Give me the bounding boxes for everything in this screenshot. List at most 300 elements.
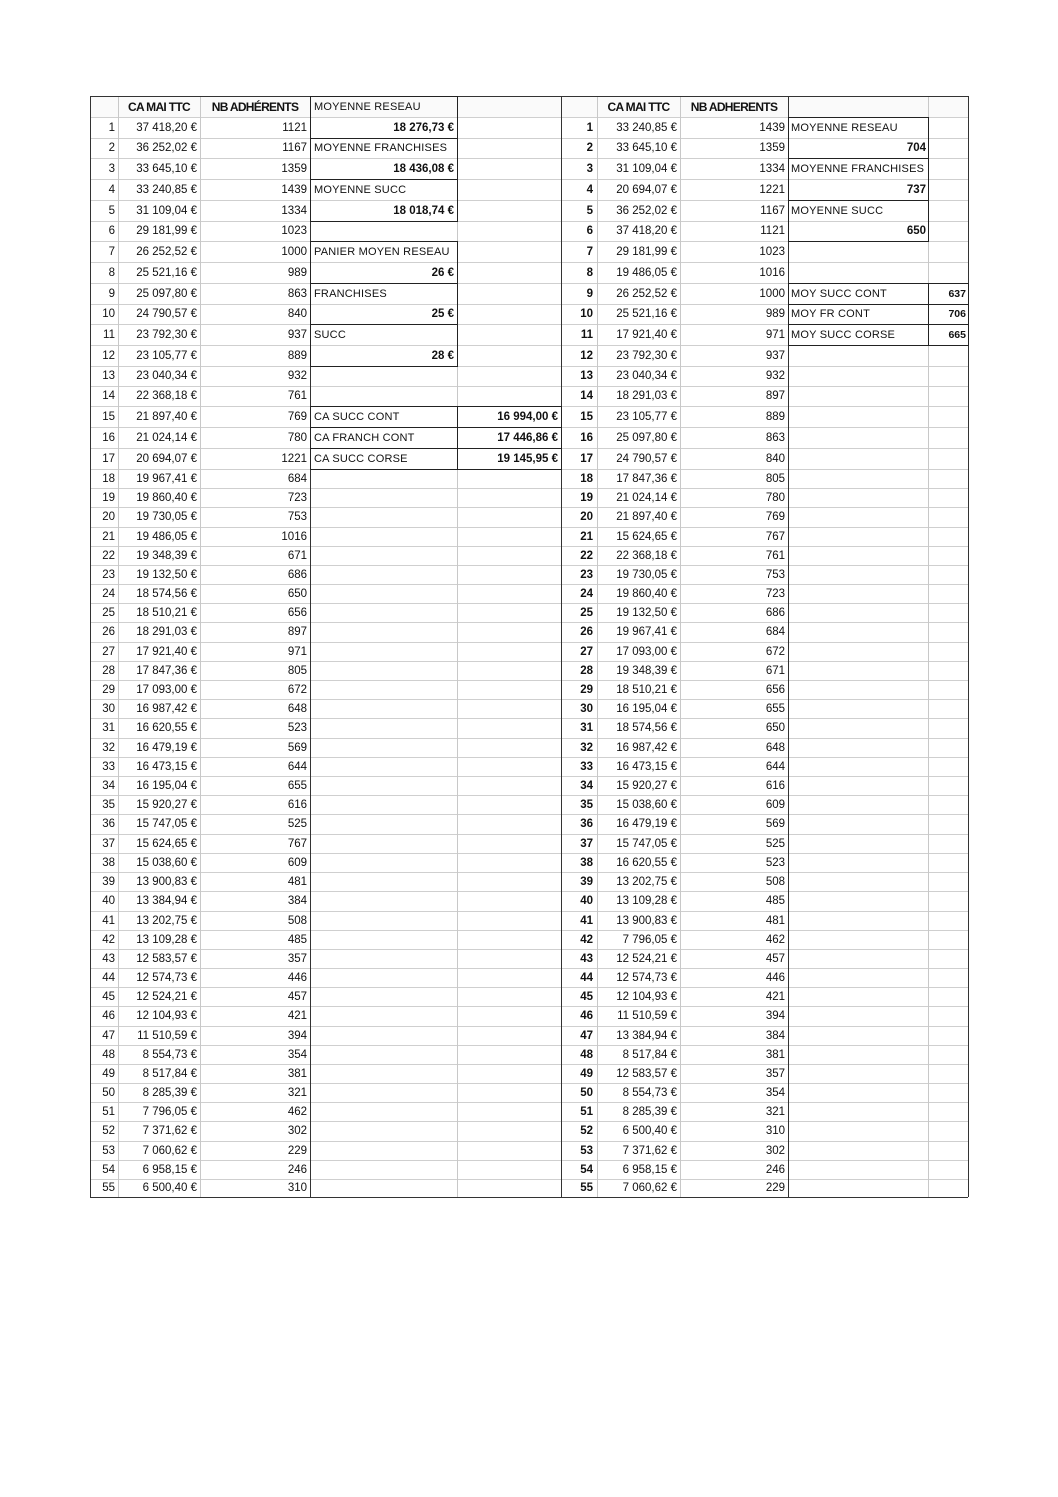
right-summary-value: 704 <box>906 142 926 154</box>
ca-total-label: CA SUCC CORSE <box>314 452 408 465</box>
right-adherents-value: 1121 <box>760 225 785 237</box>
left-row-index: 40 <box>102 895 115 907</box>
left-adherents-value: 780 <box>287 431 307 444</box>
right-row-index: 18 <box>580 472 593 485</box>
gridline-horizontal <box>90 718 968 719</box>
gridline-horizontal <box>90 891 968 892</box>
left-adherents-value: 609 <box>287 856 307 869</box>
summary-label: PANIER MOYEN RESEAU <box>314 245 450 258</box>
left-ca-value: 8 517,84 € <box>142 1067 197 1080</box>
left-row-index: 12 <box>102 349 115 362</box>
right-ca-value: 12 524,21 € <box>616 952 677 965</box>
right-adherents-value: 767 <box>765 530 785 543</box>
left-ca-value: 25 521,16 € <box>136 266 197 279</box>
right-row-index: 3 <box>586 162 593 175</box>
right-row-index: 54 <box>580 1163 593 1176</box>
right-adherents-value: 1023 <box>759 245 785 258</box>
left-adherents-value: 421 <box>287 1010 307 1022</box>
left-adherents-value: 381 <box>287 1067 307 1080</box>
right-adherents-value: 421 <box>765 990 785 1003</box>
left-row-index: 33 <box>102 760 115 773</box>
right-row-index: 4 <box>586 183 593 196</box>
right-row-index: 32 <box>580 741 593 754</box>
left-row-index: 9 <box>108 287 115 300</box>
gridline-horizontal <box>90 1102 968 1103</box>
right-row-index: 1 <box>586 121 593 134</box>
right-adherents-value: 1439 <box>759 121 785 134</box>
left-row-index: 1 <box>108 121 115 134</box>
left-adherents-value: 525 <box>287 818 307 830</box>
right-ca-value: 23 105,77 € <box>616 410 677 423</box>
gridline-horizontal <box>90 1121 968 1122</box>
right-adherents-value: 1000 <box>759 287 785 300</box>
left-row-index: 46 <box>102 1010 115 1022</box>
right-row-index: 46 <box>580 1010 593 1022</box>
right-adherents-value: 246 <box>765 1163 785 1176</box>
right-row-index: 49 <box>580 1067 593 1080</box>
gridline-horizontal <box>90 699 968 700</box>
gridline-horizontal <box>90 987 968 988</box>
right-ca-value: 19 348,39 € <box>616 664 677 677</box>
right-ca-value: 12 104,93 € <box>616 990 677 1003</box>
left-adherents-value: 485 <box>287 933 307 946</box>
left-adherents-value: 989 <box>287 266 307 279</box>
left-adherents-value: 508 <box>287 914 307 927</box>
right-row-index: 39 <box>580 875 593 888</box>
left-ca-value: 6 500,40 € <box>142 1182 197 1194</box>
right-adherents-value: 932 <box>765 370 785 382</box>
right-ca-value: 18 510,21 € <box>616 683 677 696</box>
left-row-index: 8 <box>108 266 115 279</box>
left-row-index: 24 <box>102 587 115 600</box>
right-ca-value: 16 195,04 € <box>616 702 677 715</box>
left-ca-value: 18 291,03 € <box>136 626 197 638</box>
left-row-index: 2 <box>108 142 115 154</box>
right-adherents-value: 655 <box>765 702 785 715</box>
gridline-horizontal <box>90 546 968 547</box>
moy-label: MOY FR CONT <box>791 308 870 320</box>
right-ca-value: 33 240,85 € <box>616 121 677 134</box>
left-adherents-value: 644 <box>287 760 307 773</box>
right-row-index: 52 <box>580 1125 593 1137</box>
right-row-index: 42 <box>580 933 593 946</box>
right-ca-value: 16 620,55 € <box>616 856 677 869</box>
right-ca-value: 13 109,28 € <box>616 895 677 907</box>
right-adherents-value: 686 <box>765 606 785 619</box>
right-row-index: 30 <box>580 702 593 715</box>
gridline-vertical <box>928 96 929 1197</box>
right-ca-value: 15 920,27 € <box>616 779 677 792</box>
left-ca-value: 13 900,83 € <box>136 875 197 888</box>
ca-total-value: 16 994,00 € <box>497 410 558 423</box>
right-ca-value: 12 574,73 € <box>616 971 677 984</box>
summary-label: FRANCHISES <box>314 287 387 300</box>
right-row-index: 38 <box>580 856 593 869</box>
left-adherents-value: 805 <box>287 664 307 677</box>
left-adherents-value: 889 <box>287 349 307 362</box>
right-row-index: 50 <box>580 1086 593 1099</box>
left-ca-value: 19 348,39 € <box>136 549 197 562</box>
summary-label: SUCC <box>314 328 346 341</box>
right-ca-value: 17 847,36 € <box>616 472 677 485</box>
left-ca-value: 31 109,04 € <box>136 204 197 217</box>
right-ca-value: 19 730,05 € <box>616 568 677 581</box>
right-ca-value: 7 060,62 € <box>622 1182 677 1194</box>
right-adherents-value: 616 <box>765 779 785 792</box>
left-ca-value: 7 371,62 € <box>142 1125 197 1137</box>
gridline-horizontal <box>90 911 968 912</box>
left-row-index: 22 <box>102 549 115 562</box>
left-ca-value: 12 104,93 € <box>136 1010 197 1022</box>
left-ca-value: 6 958,15 € <box>142 1163 197 1176</box>
left-ca-value: 22 368,18 € <box>136 390 197 402</box>
right-ca-value: 19 132,50 € <box>616 606 677 619</box>
left-ca-value: 16 479,19 € <box>136 741 197 754</box>
gridline-horizontal <box>90 872 968 873</box>
left-row-index: 36 <box>102 818 115 830</box>
left-row-index: 31 <box>102 722 115 734</box>
right-ca-value: 17 093,00 € <box>616 645 677 658</box>
right-adherents-value: 1334 <box>759 162 785 175</box>
left-row-index: 11 <box>103 328 115 341</box>
right-summary-value: 650 <box>906 225 926 237</box>
gridline-horizontal <box>90 527 968 528</box>
gridline-horizontal <box>90 814 968 815</box>
left-adherents-value: 863 <box>287 287 307 300</box>
left-row-index: 34 <box>102 779 115 792</box>
right-adherents-value: 321 <box>765 1105 785 1118</box>
left-adherents-value: 616 <box>287 798 307 811</box>
summary-label: MOYENNE SUCC <box>314 183 407 196</box>
gridline-horizontal <box>90 565 968 566</box>
left-row-index: 25 <box>102 606 115 619</box>
right-ca-value: 15 038,60 € <box>616 798 677 811</box>
left-ca-value: 17 921,40 € <box>136 645 197 658</box>
right-ca-value: 21 897,40 € <box>616 511 677 523</box>
left-ca-value: 36 252,02 € <box>136 142 197 154</box>
left-ca-value: 19 132,50 € <box>136 568 197 581</box>
left-row-index: 51 <box>102 1105 115 1118</box>
left-row-index: 30 <box>102 702 115 715</box>
left-row-index: 44 <box>102 971 115 984</box>
gridline-vertical <box>788 96 789 1197</box>
right-ca-value: 13 900,83 € <box>616 914 677 927</box>
left-adherents-value: 1016 <box>281 530 307 543</box>
right-adherents-value: 840 <box>765 452 785 465</box>
left-adherents-value: 229 <box>287 1144 307 1157</box>
summary-value: 18 436,08 € <box>393 162 454 175</box>
left-adherents-value: 1334 <box>281 204 307 217</box>
left-ca-value: 12 524,21 € <box>136 990 197 1003</box>
left-row-index: 16 <box>102 431 115 444</box>
left-ca-value: 15 624,65 € <box>136 837 197 850</box>
left-row-index: 47 <box>102 1029 115 1042</box>
left-ca-value: 17 847,36 € <box>136 664 197 677</box>
left-ca-value: 13 109,28 € <box>136 933 197 946</box>
right-adherents-value: 229 <box>765 1182 785 1194</box>
left-adherents-value: 446 <box>287 971 307 984</box>
left-ca-value: 7 060,62 € <box>142 1144 197 1157</box>
left-adherents-value: 648 <box>287 702 307 715</box>
moy-value: 665 <box>948 328 966 341</box>
right-ca-value: 8 517,84 € <box>622 1048 677 1061</box>
moy-label: MOY SUCC CORSE <box>791 328 896 341</box>
left-adherents-value: 569 <box>287 741 307 754</box>
left-adherents-value: 1121 <box>282 121 307 134</box>
left-row-index: 23 <box>102 568 115 581</box>
left-ca-value: 21 897,40 € <box>136 410 197 423</box>
moy-label: MOY SUCC CONT <box>791 287 887 300</box>
gridline-horizontal <box>90 603 968 604</box>
left-adherents-value: 656 <box>287 606 307 619</box>
right-row-index: 55 <box>580 1182 593 1194</box>
right-ca-value: 16 987,42 € <box>616 741 677 754</box>
gridline-horizontal <box>90 680 968 681</box>
gridline-horizontal <box>90 1179 968 1180</box>
left-row-index: 50 <box>102 1086 115 1099</box>
right-row-index: 26 <box>580 626 593 638</box>
left-row-index: 5 <box>108 204 115 217</box>
left-adherents-value: 246 <box>287 1163 307 1176</box>
right-summary-value: 737 <box>906 183 926 196</box>
right-adherents-value: 1359 <box>759 142 785 154</box>
right-adherents-value: 753 <box>765 568 785 581</box>
left-row-index: 20 <box>102 511 115 523</box>
left-adherents-value: 753 <box>287 511 307 523</box>
left-ca-value: 19 967,41 € <box>136 472 197 485</box>
left-adherents-value: 723 <box>287 491 307 504</box>
right-adherents-value: 310 <box>765 1125 785 1137</box>
right-adherents-value: 302 <box>765 1144 785 1157</box>
right-ca-value: 6 500,40 € <box>622 1125 677 1137</box>
right-ca-value: 19 860,40 € <box>616 587 677 600</box>
right-row-index: 51 <box>580 1105 593 1118</box>
gridline-horizontal <box>90 386 968 387</box>
right-adherents-value: 723 <box>765 587 785 600</box>
right-row-index: 48 <box>580 1048 593 1061</box>
left-adherents-value: 1167 <box>282 142 307 154</box>
right-ca-value: 11 510,59 € <box>617 1010 677 1022</box>
right-row-index: 15 <box>580 410 593 423</box>
right-row-index: 14 <box>580 390 593 402</box>
gridline-horizontal <box>90 930 968 931</box>
right-adherents-value: 525 <box>765 837 785 850</box>
left-row-index: 26 <box>102 626 115 638</box>
gridline-horizontal <box>90 1045 968 1046</box>
right-adherents-value: 481 <box>765 914 785 927</box>
right-row-index: 29 <box>580 683 593 696</box>
left-ca-value: 13 384,94 € <box>136 895 197 907</box>
right-adherents-value: 609 <box>765 798 785 811</box>
left-ca-value: 26 252,52 € <box>136 245 197 258</box>
left-adherents-value: 394 <box>287 1029 307 1042</box>
right-ca-value: 23 040,34 € <box>616 370 677 382</box>
right-ca-value: 6 958,15 € <box>622 1163 677 1176</box>
right-ca-value: 24 790,57 € <box>616 452 677 465</box>
right-ca-value: 15 747,05 € <box>616 837 677 850</box>
left-row-index: 43 <box>102 952 115 965</box>
left-ca-value: 19 730,05 € <box>136 511 197 523</box>
right-row-index: 43 <box>580 952 593 965</box>
right-ca-value: 22 368,18 € <box>616 549 677 562</box>
gridline-horizontal <box>90 834 968 835</box>
gridline-horizontal <box>90 1160 968 1161</box>
right-row-index: 8 <box>586 266 593 279</box>
right-row-index: 20 <box>580 511 593 523</box>
right-header-nb: NB ADHERENTS <box>690 99 778 114</box>
left-row-index: 13 <box>102 370 115 382</box>
right-adherents-value: 381 <box>765 1048 785 1061</box>
right-ca-value: 16 473,15 € <box>616 760 677 773</box>
left-adherents-value: 1000 <box>281 245 307 258</box>
right-row-index: 28 <box>580 664 593 677</box>
left-adherents-value: 1439 <box>281 183 307 196</box>
right-row-index: 5 <box>586 204 593 217</box>
left-adherents-value: 767 <box>287 837 307 850</box>
left-adherents-value: 686 <box>287 568 307 581</box>
right-adherents-value: 1221 <box>759 183 785 196</box>
right-row-index: 31 <box>580 722 593 734</box>
left-adherents-value: 354 <box>287 1048 307 1061</box>
left-ca-value: 8 285,39 € <box>142 1086 197 1099</box>
summary-label: MOYENNE RESEAU <box>314 100 421 113</box>
ca-total-label: CA SUCC CONT <box>314 410 400 423</box>
left-row-index: 54 <box>102 1163 115 1176</box>
right-ca-value: 21 024,14 € <box>616 491 677 504</box>
right-row-index: 21 <box>580 530 593 543</box>
left-adherents-value: 840 <box>287 308 307 320</box>
right-adherents-value: 761 <box>765 549 785 562</box>
right-row-index: 17 <box>580 452 593 465</box>
left-ca-value: 23 105,77 € <box>136 349 197 362</box>
right-adherents-value: 357 <box>765 1067 785 1080</box>
left-row-index: 32 <box>102 741 115 754</box>
left-adherents-value: 357 <box>287 952 307 965</box>
right-adherents-value: 672 <box>765 645 785 658</box>
right-ca-value: 13 202,75 € <box>616 875 677 888</box>
moy-value: 637 <box>948 287 966 300</box>
left-adherents-value: 937 <box>287 328 307 341</box>
right-adherents-value: 644 <box>765 760 785 773</box>
right-adherents-value: 354 <box>765 1086 785 1099</box>
right-row-index: 10 <box>580 308 593 320</box>
right-ca-value: 26 252,52 € <box>616 287 677 300</box>
left-row-index: 35 <box>102 798 115 811</box>
right-row-index: 22 <box>580 549 593 562</box>
moy-value: 706 <box>948 308 966 320</box>
right-ca-value: 12 583,57 € <box>616 1067 677 1080</box>
right-ca-value: 37 418,20 € <box>616 225 677 237</box>
left-row-index: 4 <box>108 183 115 196</box>
left-row-index: 42 <box>102 933 115 946</box>
right-row-index: 35 <box>580 798 593 811</box>
right-adherents-value: 650 <box>765 722 785 734</box>
left-ca-value: 15 920,27 € <box>136 798 197 811</box>
right-adherents-value: 656 <box>765 683 785 696</box>
gridline-horizontal <box>90 366 968 367</box>
right-row-index: 27 <box>580 645 593 658</box>
left-row-index: 45 <box>102 990 115 1003</box>
left-row-index: 6 <box>108 225 115 237</box>
right-ca-value: 7 796,05 € <box>622 933 677 946</box>
right-adherents-value: 457 <box>765 952 785 965</box>
ca-total-value: 19 145,95 € <box>497 452 558 465</box>
gridline-horizontal <box>90 968 968 969</box>
summary-value: 28 € <box>431 349 454 362</box>
left-row-index: 27 <box>102 645 115 658</box>
right-ca-value: 8 285,39 € <box>622 1105 677 1118</box>
gridline-horizontal <box>90 1026 968 1027</box>
left-row-index: 7 <box>108 245 115 258</box>
left-ca-value: 23 040,34 € <box>136 370 197 382</box>
left-ca-value: 12 574,73 € <box>136 971 197 984</box>
left-adherents-value: 321 <box>287 1086 307 1099</box>
right-row-index: 24 <box>580 587 593 600</box>
right-row-index: 25 <box>580 606 593 619</box>
right-adherents-value: 446 <box>765 971 785 984</box>
left-row-index: 55 <box>102 1182 115 1194</box>
right-row-index: 40 <box>580 895 593 907</box>
right-adherents-value: 897 <box>765 390 785 402</box>
right-row-index: 33 <box>580 760 593 773</box>
right-ca-value: 36 252,02 € <box>616 204 677 217</box>
right-row-index: 12 <box>580 349 593 362</box>
left-row-index: 41 <box>102 914 115 927</box>
left-adherents-value: 769 <box>287 410 307 423</box>
left-row-index: 39 <box>102 875 115 888</box>
right-adherents-value: 508 <box>765 875 785 888</box>
left-ca-value: 17 093,00 € <box>136 683 197 696</box>
left-row-index: 48 <box>102 1048 115 1061</box>
gridline-horizontal <box>90 1064 968 1065</box>
left-adherents-value: 684 <box>287 472 307 485</box>
left-adherents-value: 655 <box>287 779 307 792</box>
left-ca-value: 15 747,05 € <box>136 818 197 830</box>
left-adherents-value: 523 <box>287 722 307 734</box>
left-row-index: 38 <box>102 856 115 869</box>
left-adherents-value: 462 <box>287 1105 307 1118</box>
summary-label: MOYENNE FRANCHISES <box>314 142 448 154</box>
right-adherents-value: 394 <box>765 1010 785 1022</box>
ca-total-value: 17 446,86 € <box>497 431 558 444</box>
right-row-index: 2 <box>586 142 593 154</box>
right-ca-value: 16 479,19 € <box>616 818 677 830</box>
left-adherents-value: 761 <box>287 390 307 402</box>
right-row-index: 11 <box>580 328 593 341</box>
left-adherents-value: 384 <box>287 895 307 907</box>
left-adherents-value: 1359 <box>281 162 307 175</box>
left-row-index: 37 <box>102 837 115 850</box>
right-adherents-value: 769 <box>765 511 785 523</box>
ca-total-label: CA FRANCH CONT <box>314 431 415 444</box>
left-adherents-value: 1221 <box>281 452 307 465</box>
left-ca-value: 25 097,80 € <box>136 287 197 300</box>
gridline-horizontal <box>90 488 968 489</box>
left-row-index: 28 <box>102 664 115 677</box>
left-header-nb: NB ADHÉRENTS <box>211 99 299 114</box>
left-ca-value: 23 792,30 € <box>136 328 197 341</box>
gridline-horizontal <box>90 1006 968 1007</box>
right-adherents-value: 523 <box>765 856 785 869</box>
right-summary-label: MOYENNE RESEAU <box>791 121 898 134</box>
right-ca-value: 33 645,10 € <box>616 142 677 154</box>
left-ca-value: 7 796,05 € <box>142 1105 197 1118</box>
summary-value: 18 018,74 € <box>393 204 454 217</box>
gridline-horizontal <box>90 661 968 662</box>
right-ca-value: 15 624,65 € <box>616 530 677 543</box>
summary-value: 18 276,73 € <box>393 121 454 134</box>
right-adherents-value: 462 <box>765 933 785 946</box>
